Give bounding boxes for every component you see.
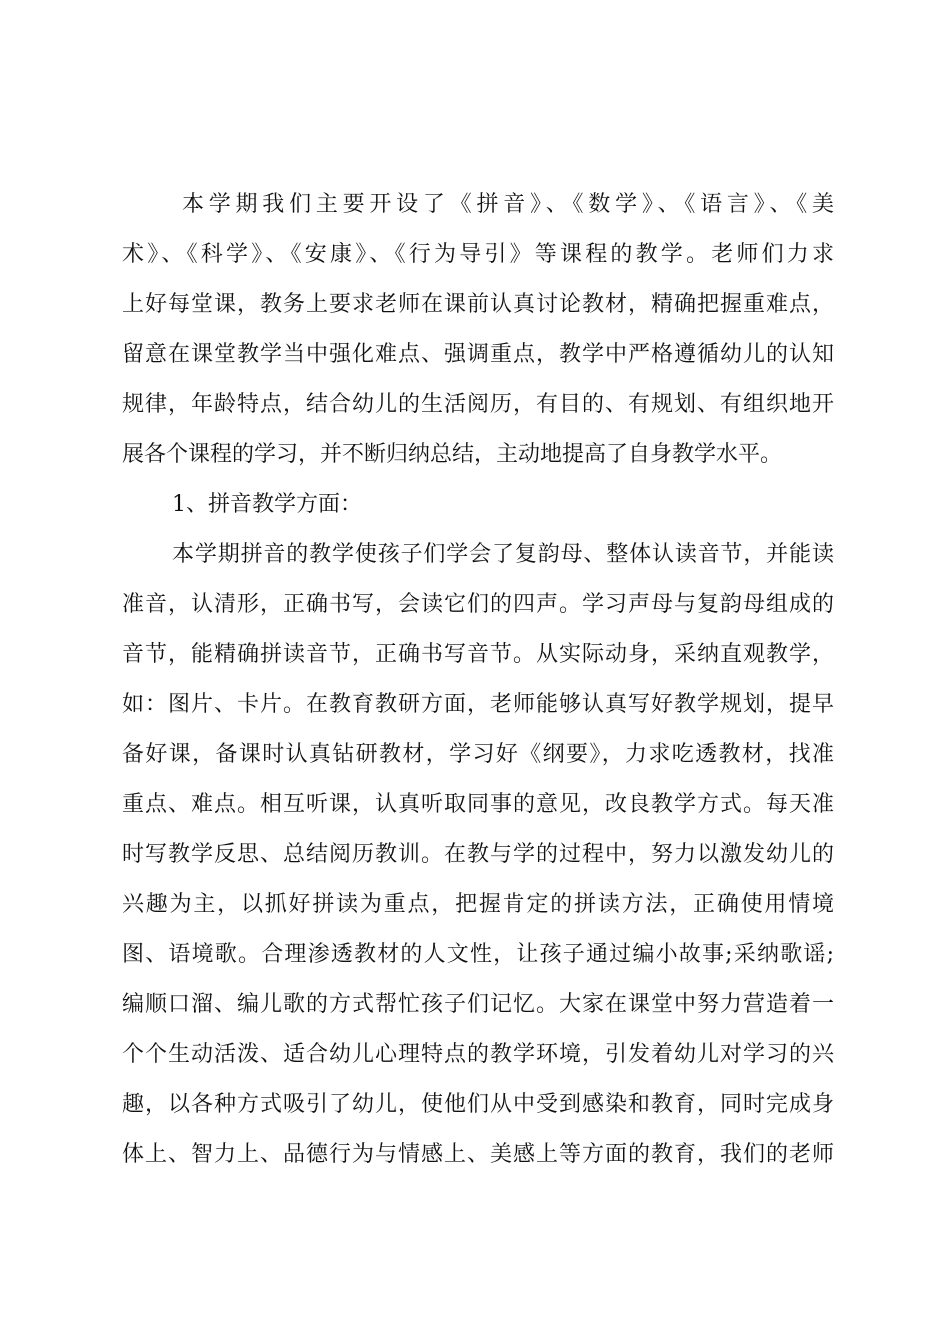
- text-line: 体上、智力上、品德行为与情感上、美感上等方面的教育，我们的老师: [122, 1142, 834, 1167]
- text-line: 个个生动活泼、适合幼儿心理特点的教学环境，引发着幼儿对学习的兴: [122, 1042, 834, 1067]
- paragraph-pinyin-teaching: [122, 530, 834, 1180]
- document-body: [122, 180, 834, 1180]
- text-line: 本学期我们主要开设了《拼音》、《数学》、《语言》、《美: [182, 192, 834, 217]
- text-line: 准音，认清形，正确书写，会读它们的四声。学习声母与复韵母组成的: [122, 592, 834, 617]
- text-line: 如：图片、卡片。在教育教研方面，老师能够认真写好教学规划，提早: [122, 692, 834, 717]
- text-line: 图、语境歌。合理渗透教材的人文性，让孩子通过编小故事;采纳歌谣;: [122, 942, 834, 967]
- text-line: 展各个课程的学习，并不断归纳总结，主动地提高了自身教学水平。: [122, 442, 783, 467]
- text-line: 备好课，备课时认真钻研教材，学习好《纲要》，力求吃透教材，找准: [122, 742, 834, 767]
- text-line: 趣，以各种方式吸引了幼儿，使他们从中受到感染和教育，同时完成身: [122, 1092, 834, 1117]
- text-line: 重点、难点。相互听课，认真听取同事的意见，改良教学方式。每天准: [122, 792, 834, 817]
- text-line: 时写教学反思、总结阅历教训。在教与学的过程中，努力以激发幼儿的: [122, 842, 834, 867]
- section-heading-pinyin: 1、拼音教学方面：: [172, 492, 362, 517]
- text-line: 兴趣为主，以抓好拼读为重点，把握肯定的拼读方法，正确使用情境: [122, 892, 834, 917]
- text-line: 术》、《科学》、《安康》、《行为导引》等课程的教学。老师们力求: [122, 242, 834, 267]
- text-line: 编顺口溜、编儿歌的方式帮忙孩子们记忆。大家在课堂中努力营造着一: [122, 992, 834, 1017]
- text-line: 规律，年龄特点，结合幼儿的生活阅历，有目的、有规划、有组织地开: [122, 392, 834, 417]
- paragraph-course-overview: [122, 180, 834, 480]
- text-line: 本学期拼音的教学使孩子们学会了复韵母、整体认读音节，并能读: [172, 542, 834, 567]
- text-line: 上好每堂课，教务上要求老师在课前认真讨论教材，精确把握重难点，: [122, 292, 834, 317]
- text-line: 音节，能精确拼读音节，正确书写音节。从实际动身，采纳直观教学，: [122, 642, 834, 667]
- text-line: 留意在课堂教学当中强化难点、强调重点，教学中严格遵循幼儿的认知: [122, 342, 834, 367]
